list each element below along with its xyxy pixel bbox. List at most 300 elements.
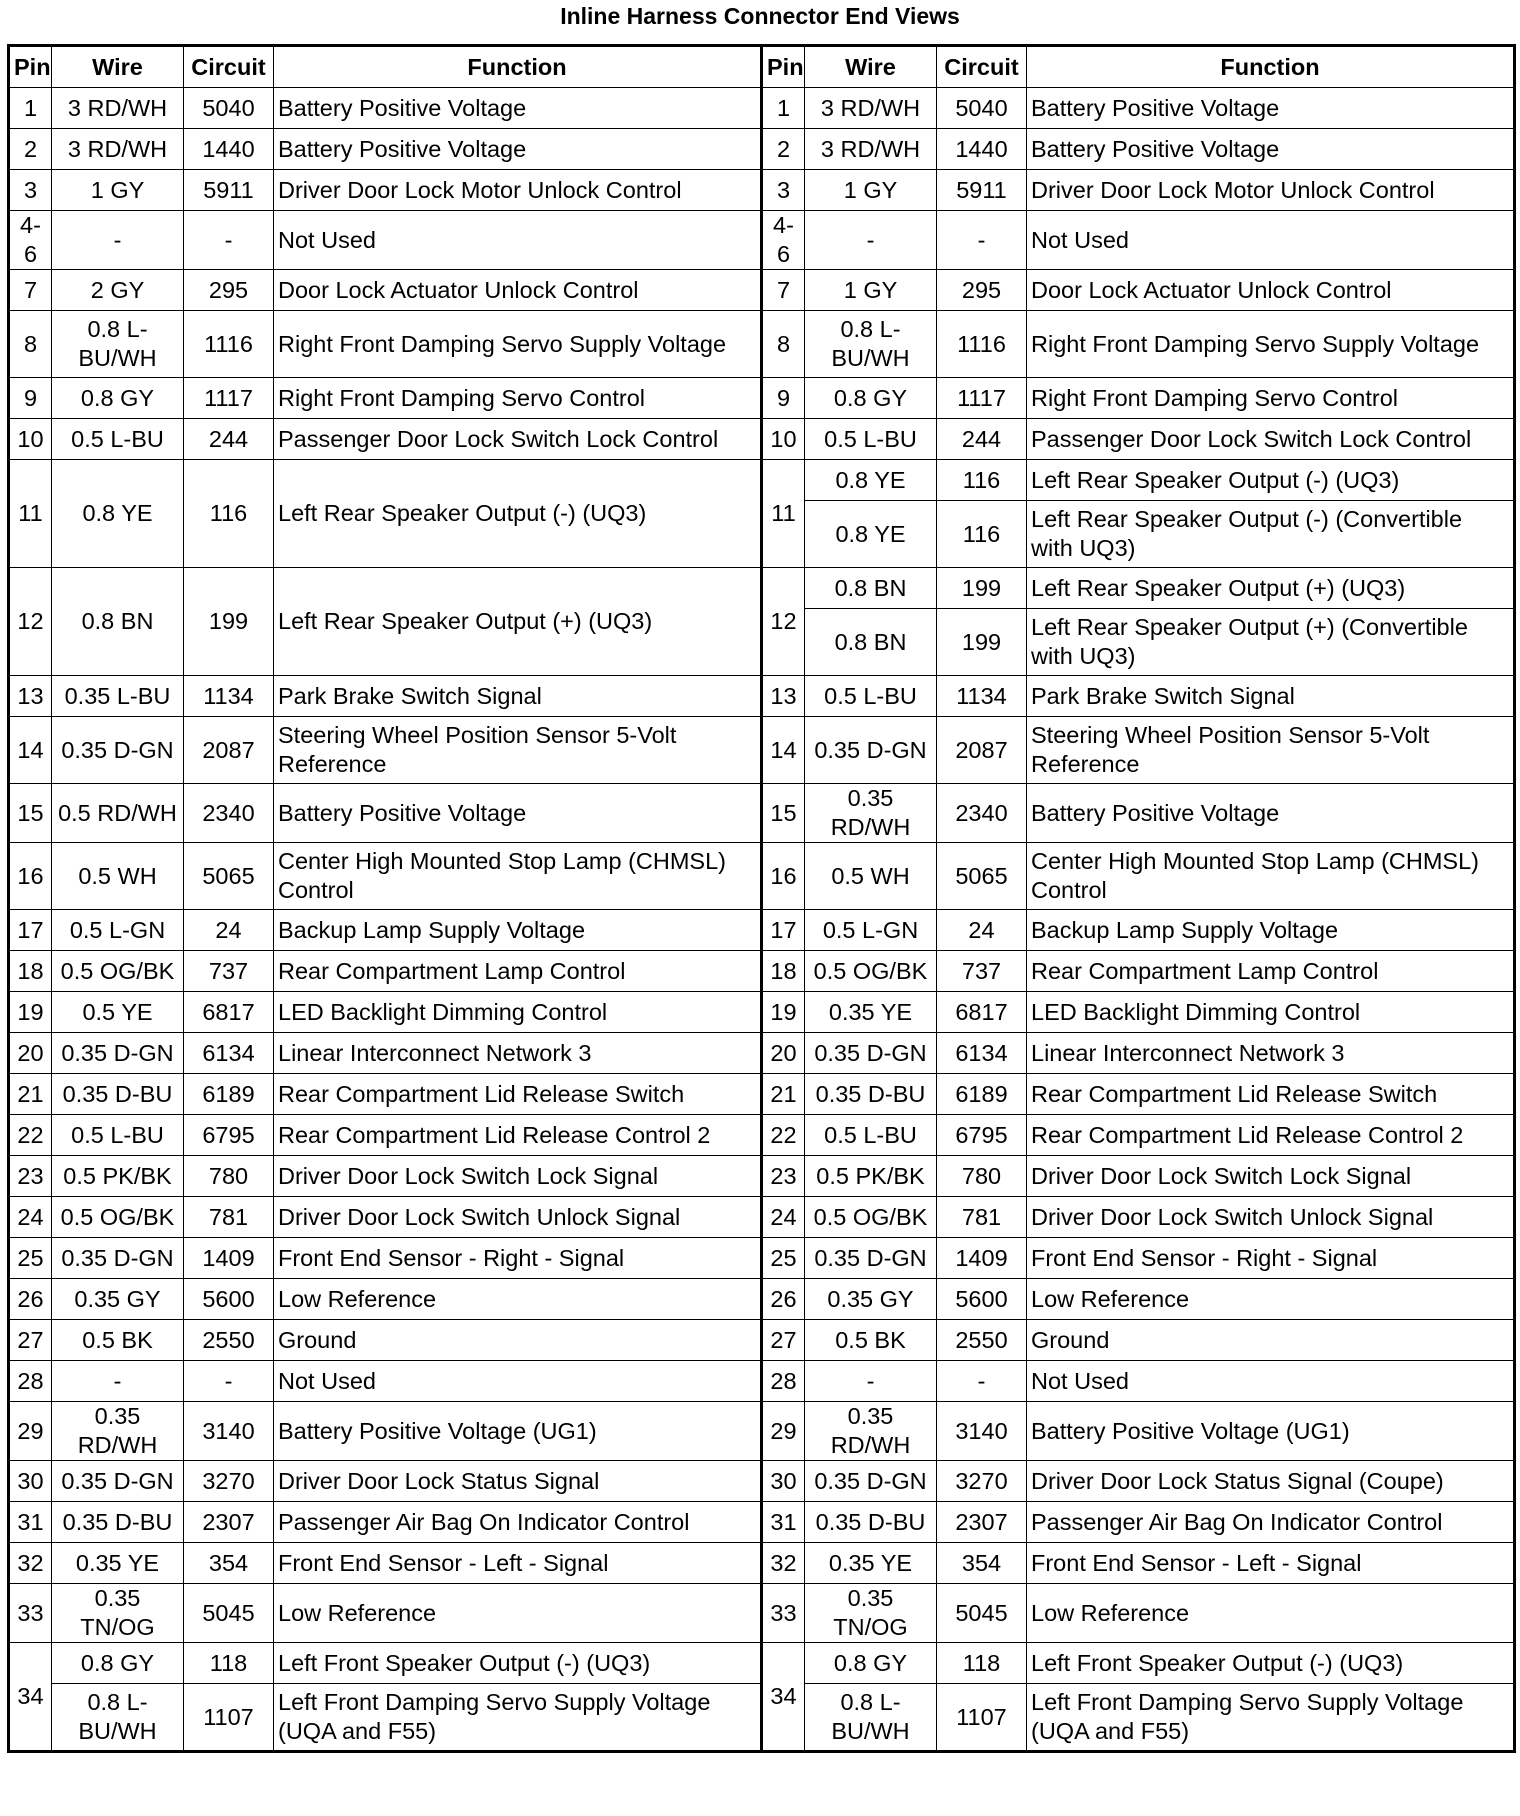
- function-cell-right: Driver Door Lock Status Signal (Coupe): [1027, 1461, 1515, 1502]
- function-cell-right: Driver Door Lock Switch Lock Signal: [1027, 1156, 1515, 1197]
- header-wire-right: Wire: [805, 46, 937, 88]
- header-row: [9, 46, 1515, 88]
- pin-cell-left: 16: [9, 843, 52, 910]
- circuit-cell-left: -: [184, 211, 274, 270]
- circuit-cell-right: 2307: [937, 1502, 1027, 1543]
- circuit-cell-left: 1117: [184, 378, 274, 419]
- header-pin-right: Pin: [762, 46, 805, 88]
- wire-cell-left: 0.35 D-GN: [52, 717, 184, 784]
- wire-cell-left: 0.35 D-GN: [52, 1033, 184, 1074]
- table-row: [9, 88, 1515, 129]
- table-row: [9, 378, 1515, 419]
- function-cell-left: Passenger Air Bag On Indicator Control: [274, 1502, 762, 1543]
- wire-cell-left: 0.8 GY: [52, 1643, 184, 1684]
- circuit-cell-left: 737: [184, 951, 274, 992]
- circuit-cell-right: 1440: [937, 129, 1027, 170]
- header-pin-left: Pin: [9, 46, 52, 88]
- circuit-cell-right: 199: [937, 609, 1027, 676]
- pin-cell-right: 24: [762, 1197, 805, 1238]
- pin-cell-left: 9: [9, 378, 52, 419]
- circuit-cell-right: 6795: [937, 1115, 1027, 1156]
- circuit-cell-left: 5600: [184, 1279, 274, 1320]
- circuit-cell-left: 2307: [184, 1502, 274, 1543]
- circuit-cell-left: 6817: [184, 992, 274, 1033]
- pin-cell-right: 33: [762, 1584, 805, 1643]
- table-row: [9, 211, 1515, 270]
- circuit-cell-left: 3270: [184, 1461, 274, 1502]
- pin-cell-right: 4-6: [762, 211, 805, 270]
- wire-cell-right: 3 RD/WH: [805, 88, 937, 129]
- wire-cell-left: 0.8 L-BU/WH: [52, 1684, 184, 1752]
- table-row: [9, 1156, 1515, 1197]
- pin-cell-right: 30: [762, 1461, 805, 1502]
- table-row: [9, 717, 1515, 784]
- pin-cell-right: 2: [762, 129, 805, 170]
- pin-cell-left: 21: [9, 1074, 52, 1115]
- circuit-cell-right: 295: [937, 270, 1027, 311]
- header-function-right: Function: [1027, 46, 1515, 88]
- table-row: [9, 992, 1515, 1033]
- function-cell-right: Ground: [1027, 1320, 1515, 1361]
- function-cell-right: Battery Positive Voltage: [1027, 129, 1515, 170]
- function-cell-right: Passenger Door Lock Switch Lock Control: [1027, 419, 1515, 460]
- pin-cell-left: 3: [9, 170, 52, 211]
- wire-cell-right: 0.35 TN/OG: [805, 1584, 937, 1643]
- wire-cell-left: -: [52, 211, 184, 270]
- circuit-cell-left: 354: [184, 1543, 274, 1584]
- wire-cell-left: 0.35 YE: [52, 1543, 184, 1584]
- pin-cell-right: 11: [762, 460, 805, 568]
- wire-cell-left: 0.35 D-BU: [52, 1502, 184, 1543]
- function-cell-left: Not Used: [274, 211, 762, 270]
- pin-cell-left: 20: [9, 1033, 52, 1074]
- wire-cell-left: 3 RD/WH: [52, 129, 184, 170]
- pin-cell-left: 10: [9, 419, 52, 460]
- function-cell-left: Passenger Door Lock Switch Lock Control: [274, 419, 762, 460]
- pin-cell-right: 3: [762, 170, 805, 211]
- wire-cell-right: 0.35 D-BU: [805, 1074, 937, 1115]
- function-cell-right: Driver Door Lock Switch Unlock Signal: [1027, 1197, 1515, 1238]
- pin-cell-left: 15: [9, 784, 52, 843]
- circuit-cell-left: 1116: [184, 311, 274, 378]
- wire-cell-left: 0.35 D-BU: [52, 1074, 184, 1115]
- wire-cell-right: 0.35 D-GN: [805, 717, 937, 784]
- wire-cell-right: 0.5 L-GN: [805, 910, 937, 951]
- header-function-left: Function: [274, 46, 762, 88]
- circuit-cell-right: 5040: [937, 88, 1027, 129]
- function-cell-left: Left Rear Speaker Output (-) (UQ3): [274, 460, 762, 568]
- table-row: [9, 129, 1515, 170]
- function-cell-right: Not Used: [1027, 211, 1515, 270]
- circuit-cell-right: -: [937, 211, 1027, 270]
- circuit-cell-left: 6795: [184, 1115, 274, 1156]
- function-cell-right: Battery Positive Voltage (UG1): [1027, 1402, 1515, 1461]
- pin-cell-right: 17: [762, 910, 805, 951]
- circuit-cell-right: 737: [937, 951, 1027, 992]
- function-cell-left: Ground: [274, 1320, 762, 1361]
- function-cell-left: Steering Wheel Position Sensor 5-Volt Reference: [274, 717, 762, 784]
- function-cell-right: Not Used: [1027, 1361, 1515, 1402]
- function-cell-right: Front End Sensor - Right - Signal: [1027, 1238, 1515, 1279]
- wire-cell-left: 0.5 BK: [52, 1320, 184, 1361]
- table-row: [9, 843, 1515, 910]
- function-cell-right: Battery Positive Voltage: [1027, 88, 1515, 129]
- pin-cell-left: 29: [9, 1402, 52, 1461]
- table-row: [9, 1402, 1515, 1461]
- circuit-cell-right: 5065: [937, 843, 1027, 910]
- pin-cell-right: 18: [762, 951, 805, 992]
- circuit-cell-left: 5040: [184, 88, 274, 129]
- table-row: [9, 1197, 1515, 1238]
- pin-cell-left: 25: [9, 1238, 52, 1279]
- circuit-cell-left: 1107: [184, 1684, 274, 1752]
- circuit-cell-left: 116: [184, 460, 274, 568]
- wire-cell-right: 0.8 BN: [805, 568, 937, 609]
- pin-cell-right: 9: [762, 378, 805, 419]
- wire-cell-left: 0.5 OG/BK: [52, 951, 184, 992]
- table-row: [9, 1361, 1515, 1402]
- function-cell-left: Driver Door Lock Motor Unlock Control: [274, 170, 762, 211]
- pin-cell-right: 22: [762, 1115, 805, 1156]
- circuit-cell-left: 1409: [184, 1238, 274, 1279]
- function-cell-right: Right Front Damping Servo Supply Voltage: [1027, 311, 1515, 378]
- wire-cell-right: 0.35 YE: [805, 992, 937, 1033]
- function-cell-right: Rear Compartment Lid Release Switch: [1027, 1074, 1515, 1115]
- wire-cell-left: 0.5 L-BU: [52, 419, 184, 460]
- function-cell-right: Front End Sensor - Left - Signal: [1027, 1543, 1515, 1584]
- pin-cell-left: 33: [9, 1584, 52, 1643]
- pin-cell-left: 17: [9, 910, 52, 951]
- wire-cell-right: 0.5 OG/BK: [805, 951, 937, 992]
- wire-cell-left: -: [52, 1361, 184, 1402]
- wire-cell-left: 0.5 RD/WH: [52, 784, 184, 843]
- pin-cell-left: 31: [9, 1502, 52, 1543]
- function-cell-left: Rear Compartment Lid Release Switch: [274, 1074, 762, 1115]
- circuit-cell-right: 1107: [937, 1684, 1027, 1752]
- function-cell-left: Left Front Speaker Output (-) (UQ3): [274, 1643, 762, 1684]
- circuit-cell-left: 1134: [184, 676, 274, 717]
- wire-cell-right: -: [805, 1361, 937, 1402]
- pin-cell-left: 26: [9, 1279, 52, 1320]
- function-cell-right: Left Rear Speaker Output (-) (UQ3): [1027, 460, 1515, 501]
- pin-cell-right: 20: [762, 1033, 805, 1074]
- wire-cell-right: 0.35 D-GN: [805, 1238, 937, 1279]
- circuit-cell-right: 199: [937, 568, 1027, 609]
- circuit-cell-left: 780: [184, 1156, 274, 1197]
- circuit-cell-right: 2087: [937, 717, 1027, 784]
- pin-cell-right: 26: [762, 1279, 805, 1320]
- function-cell-left: Right Front Damping Servo Supply Voltage: [274, 311, 762, 378]
- pin-cell-right: 10: [762, 419, 805, 460]
- wire-cell-left: 0.8 BN: [52, 568, 184, 676]
- function-cell-right: Passenger Air Bag On Indicator Control: [1027, 1502, 1515, 1543]
- pin-cell-left: 4-6: [9, 211, 52, 270]
- pin-cell-right: 7: [762, 270, 805, 311]
- wire-cell-right: 0.35 D-GN: [805, 1033, 937, 1074]
- pin-cell-right: 8: [762, 311, 805, 378]
- pin-cell-left: 27: [9, 1320, 52, 1361]
- circuit-cell-right: 3270: [937, 1461, 1027, 1502]
- circuit-cell-left: 5065: [184, 843, 274, 910]
- pin-cell-right: 13: [762, 676, 805, 717]
- wire-cell-right: 0.35 RD/WH: [805, 1402, 937, 1461]
- function-cell-right: Door Lock Actuator Unlock Control: [1027, 270, 1515, 311]
- wire-cell-right: -: [805, 211, 937, 270]
- circuit-cell-right: 118: [937, 1643, 1027, 1684]
- pin-cell-left: 34: [9, 1643, 52, 1752]
- table-row: [9, 1238, 1515, 1279]
- circuit-cell-left: 199: [184, 568, 274, 676]
- wire-cell-right: 1 GY: [805, 170, 937, 211]
- pin-cell-left: 1: [9, 88, 52, 129]
- function-cell-right: Low Reference: [1027, 1584, 1515, 1643]
- function-cell-left: Battery Positive Voltage: [274, 129, 762, 170]
- function-cell-left: Left Front Damping Servo Supply Voltage (UQA and F55): [274, 1684, 762, 1752]
- circuit-cell-right: 5045: [937, 1584, 1027, 1643]
- pin-cell-right: 34: [762, 1643, 805, 1752]
- wire-cell-right: 0.35 D-BU: [805, 1502, 937, 1543]
- connector-table-wrapper: [7, 44, 1516, 1753]
- connector-table: [7, 44, 1516, 1753]
- table-row: [9, 1584, 1515, 1643]
- circuit-cell-right: 5600: [937, 1279, 1027, 1320]
- pin-cell-right: 12: [762, 568, 805, 676]
- function-cell-right: Left Front Damping Servo Supply Voltage (UQA and F55): [1027, 1684, 1515, 1752]
- page-title: Inline Harness Connector End Views: [560, 3, 960, 29]
- wire-cell-left: 3 RD/WH: [52, 88, 184, 129]
- circuit-cell-right: 1409: [937, 1238, 1027, 1279]
- circuit-cell-left: 781: [184, 1197, 274, 1238]
- function-cell-left: Park Brake Switch Signal: [274, 676, 762, 717]
- circuit-cell-left: 6134: [184, 1033, 274, 1074]
- circuit-cell-right: 6189: [937, 1074, 1027, 1115]
- function-cell-right: Driver Door Lock Motor Unlock Control: [1027, 170, 1515, 211]
- table-row: [9, 676, 1515, 717]
- pin-cell-right: 27: [762, 1320, 805, 1361]
- circuit-cell-left: 244: [184, 419, 274, 460]
- wire-cell-left: 0.8 L-BU/WH: [52, 311, 184, 378]
- wire-cell-right: 0.8 GY: [805, 1643, 937, 1684]
- pin-cell-right: 29: [762, 1402, 805, 1461]
- circuit-cell-right: 2340: [937, 784, 1027, 843]
- wire-cell-left: 0.5 OG/BK: [52, 1197, 184, 1238]
- table-row: [9, 1279, 1515, 1320]
- circuit-cell-right: 24: [937, 910, 1027, 951]
- wire-cell-right: 0.5 BK: [805, 1320, 937, 1361]
- pin-cell-left: 12: [9, 568, 52, 676]
- pin-cell-left: 18: [9, 951, 52, 992]
- wire-cell-left: 0.35 GY: [52, 1279, 184, 1320]
- function-cell-left: Driver Door Lock Status Signal: [274, 1461, 762, 1502]
- pin-cell-left: 22: [9, 1115, 52, 1156]
- circuit-cell-left: 24: [184, 910, 274, 951]
- table-row: [9, 568, 1515, 609]
- table-row: [9, 311, 1515, 378]
- pin-cell-left: 8: [9, 311, 52, 378]
- function-cell-left: Rear Compartment Lid Release Control 2: [274, 1115, 762, 1156]
- pin-cell-left: 23: [9, 1156, 52, 1197]
- function-cell-left: LED Backlight Dimming Control: [274, 992, 762, 1033]
- circuit-cell-left: 6189: [184, 1074, 274, 1115]
- table-row: [9, 1502, 1515, 1543]
- wire-cell-left: 0.35 L-BU: [52, 676, 184, 717]
- header-wire-left: Wire: [52, 46, 184, 88]
- circuit-cell-left: 2087: [184, 717, 274, 784]
- function-cell-right: Rear Compartment Lid Release Control 2: [1027, 1115, 1515, 1156]
- circuit-cell-left: 1440: [184, 129, 274, 170]
- wire-cell-left: 0.35 D-GN: [52, 1461, 184, 1502]
- pin-cell-left: 2: [9, 129, 52, 170]
- function-cell-left: Front End Sensor - Right - Signal: [274, 1238, 762, 1279]
- table-row: [9, 170, 1515, 211]
- table-row: [9, 1320, 1515, 1361]
- function-cell-left: Low Reference: [274, 1279, 762, 1320]
- circuit-cell-right: 1117: [937, 378, 1027, 419]
- circuit-cell-left: 295: [184, 270, 274, 311]
- pin-cell-left: 28: [9, 1361, 52, 1402]
- function-cell-left: Backup Lamp Supply Voltage: [274, 910, 762, 951]
- function-cell-right: Left Rear Speaker Output (+) (Convertible with UQ3): [1027, 609, 1515, 676]
- function-cell-right: Battery Positive Voltage: [1027, 784, 1515, 843]
- function-cell-right: Left Rear Speaker Output (-) (Convertible with UQ3): [1027, 501, 1515, 568]
- wire-cell-left: 2 GY: [52, 270, 184, 311]
- table-row: [9, 1115, 1515, 1156]
- table-body: [9, 88, 1515, 1752]
- wire-cell-right: 0.5 L-BU: [805, 676, 937, 717]
- wire-cell-right: 0.5 L-BU: [805, 419, 937, 460]
- circuit-cell-left: 5045: [184, 1584, 274, 1643]
- table-row: [9, 460, 1515, 501]
- wire-cell-left: 0.35 D-GN: [52, 1238, 184, 1279]
- wire-cell-right: 0.8 BN: [805, 609, 937, 676]
- pin-cell-right: 1: [762, 88, 805, 129]
- pin-cell-left: 14: [9, 717, 52, 784]
- wire-cell-right: 0.8 GY: [805, 378, 937, 419]
- circuit-cell-left: 118: [184, 1643, 274, 1684]
- pin-cell-right: 15: [762, 784, 805, 843]
- pin-cell-left: 32: [9, 1543, 52, 1584]
- circuit-cell-right: 3140: [937, 1402, 1027, 1461]
- function-cell-left: Front End Sensor - Left - Signal: [274, 1543, 762, 1584]
- function-cell-right: Center High Mounted Stop Lamp (CHMSL) Control: [1027, 843, 1515, 910]
- circuit-cell-left: 2340: [184, 784, 274, 843]
- wire-cell-right: 0.35 YE: [805, 1543, 937, 1584]
- wire-cell-right: 3 RD/WH: [805, 129, 937, 170]
- pin-cell-left: 13: [9, 676, 52, 717]
- function-cell-right: Backup Lamp Supply Voltage: [1027, 910, 1515, 951]
- wire-cell-left: 0.35 TN/OG: [52, 1584, 184, 1643]
- function-cell-left: Rear Compartment Lamp Control: [274, 951, 762, 992]
- circuit-cell-right: 1116: [937, 311, 1027, 378]
- function-cell-left: Driver Door Lock Switch Lock Signal: [274, 1156, 762, 1197]
- table-row: [9, 1033, 1515, 1074]
- pin-cell-right: 28: [762, 1361, 805, 1402]
- wire-cell-right: 0.5 WH: [805, 843, 937, 910]
- pin-cell-right: 31: [762, 1502, 805, 1543]
- table-row: [9, 784, 1515, 843]
- function-cell-right: Left Rear Speaker Output (+) (UQ3): [1027, 568, 1515, 609]
- circuit-cell-left: -: [184, 1361, 274, 1402]
- table-row: [9, 1461, 1515, 1502]
- circuit-cell-left: 2550: [184, 1320, 274, 1361]
- wire-cell-left: 0.5 L-GN: [52, 910, 184, 951]
- wire-cell-left: 0.35 RD/WH: [52, 1402, 184, 1461]
- function-cell-left: Battery Positive Voltage (UG1): [274, 1402, 762, 1461]
- circuit-cell-right: 781: [937, 1197, 1027, 1238]
- function-cell-left: Right Front Damping Servo Control: [274, 378, 762, 419]
- circuit-cell-right: -: [937, 1361, 1027, 1402]
- pin-cell-right: 25: [762, 1238, 805, 1279]
- circuit-cell-right: 354: [937, 1543, 1027, 1584]
- table-row: [9, 1643, 1515, 1684]
- function-cell-right: Rear Compartment Lamp Control: [1027, 951, 1515, 992]
- wire-cell-left: 0.5 L-BU: [52, 1115, 184, 1156]
- pin-cell-right: 14: [762, 717, 805, 784]
- function-cell-left: Battery Positive Voltage: [274, 784, 762, 843]
- wire-cell-right: 0.8 YE: [805, 460, 937, 501]
- function-cell-right: Low Reference: [1027, 1279, 1515, 1320]
- pin-cell-right: 23: [762, 1156, 805, 1197]
- wire-cell-left: 0.8 GY: [52, 378, 184, 419]
- wire-cell-right: 0.5 PK/BK: [805, 1156, 937, 1197]
- pin-cell-right: 32: [762, 1543, 805, 1584]
- wire-cell-left: 0.5 YE: [52, 992, 184, 1033]
- function-cell-right: LED Backlight Dimming Control: [1027, 992, 1515, 1033]
- wire-cell-right: 1 GY: [805, 270, 937, 311]
- wire-cell-right: 0.8 L-BU/WH: [805, 311, 937, 378]
- function-cell-left: Door Lock Actuator Unlock Control: [274, 270, 762, 311]
- pin-cell-right: 21: [762, 1074, 805, 1115]
- function-cell-left: Left Rear Speaker Output (+) (UQ3): [274, 568, 762, 676]
- function-cell-left: Linear Interconnect Network 3: [274, 1033, 762, 1074]
- pin-cell-left: 19: [9, 992, 52, 1033]
- wire-cell-right: 0.8 YE: [805, 501, 937, 568]
- function-cell-right: Right Front Damping Servo Control: [1027, 378, 1515, 419]
- wire-cell-right: 0.8 L-BU/WH: [805, 1684, 937, 1752]
- header-circuit-left: Circuit: [184, 46, 274, 88]
- function-cell-left: Battery Positive Voltage: [274, 88, 762, 129]
- circuit-cell-right: 116: [937, 460, 1027, 501]
- pin-cell-left: 24: [9, 1197, 52, 1238]
- circuit-cell-right: 1134: [937, 676, 1027, 717]
- pin-cell-left: 11: [9, 460, 52, 568]
- wire-cell-left: 1 GY: [52, 170, 184, 211]
- pin-cell-right: 19: [762, 992, 805, 1033]
- pin-cell-left: 30: [9, 1461, 52, 1502]
- wire-cell-left: 0.8 YE: [52, 460, 184, 568]
- table-row: [9, 1543, 1515, 1584]
- table-row: [9, 910, 1515, 951]
- table-row: [9, 419, 1515, 460]
- circuit-cell-right: 5911: [937, 170, 1027, 211]
- circuit-cell-right: 2550: [937, 1320, 1027, 1361]
- circuit-cell-right: 6134: [937, 1033, 1027, 1074]
- wire-cell-left: 0.5 PK/BK: [52, 1156, 184, 1197]
- circuit-cell-left: 5911: [184, 170, 274, 211]
- wire-cell-left: 0.5 WH: [52, 843, 184, 910]
- wire-cell-right: 0.5 L-BU: [805, 1115, 937, 1156]
- function-cell-left: Driver Door Lock Switch Unlock Signal: [274, 1197, 762, 1238]
- wire-cell-right: 0.5 OG/BK: [805, 1197, 937, 1238]
- function-cell-right: Park Brake Switch Signal: [1027, 676, 1515, 717]
- wire-cell-right: 0.35 D-GN: [805, 1461, 937, 1502]
- function-cell-left: Not Used: [274, 1361, 762, 1402]
- function-cell-right: Steering Wheel Position Sensor 5-Volt Reference: [1027, 717, 1515, 784]
- circuit-cell-right: 244: [937, 419, 1027, 460]
- wire-cell-right: 0.35 RD/WH: [805, 784, 937, 843]
- circuit-cell-right: 780: [937, 1156, 1027, 1197]
- table-row: [9, 1074, 1515, 1115]
